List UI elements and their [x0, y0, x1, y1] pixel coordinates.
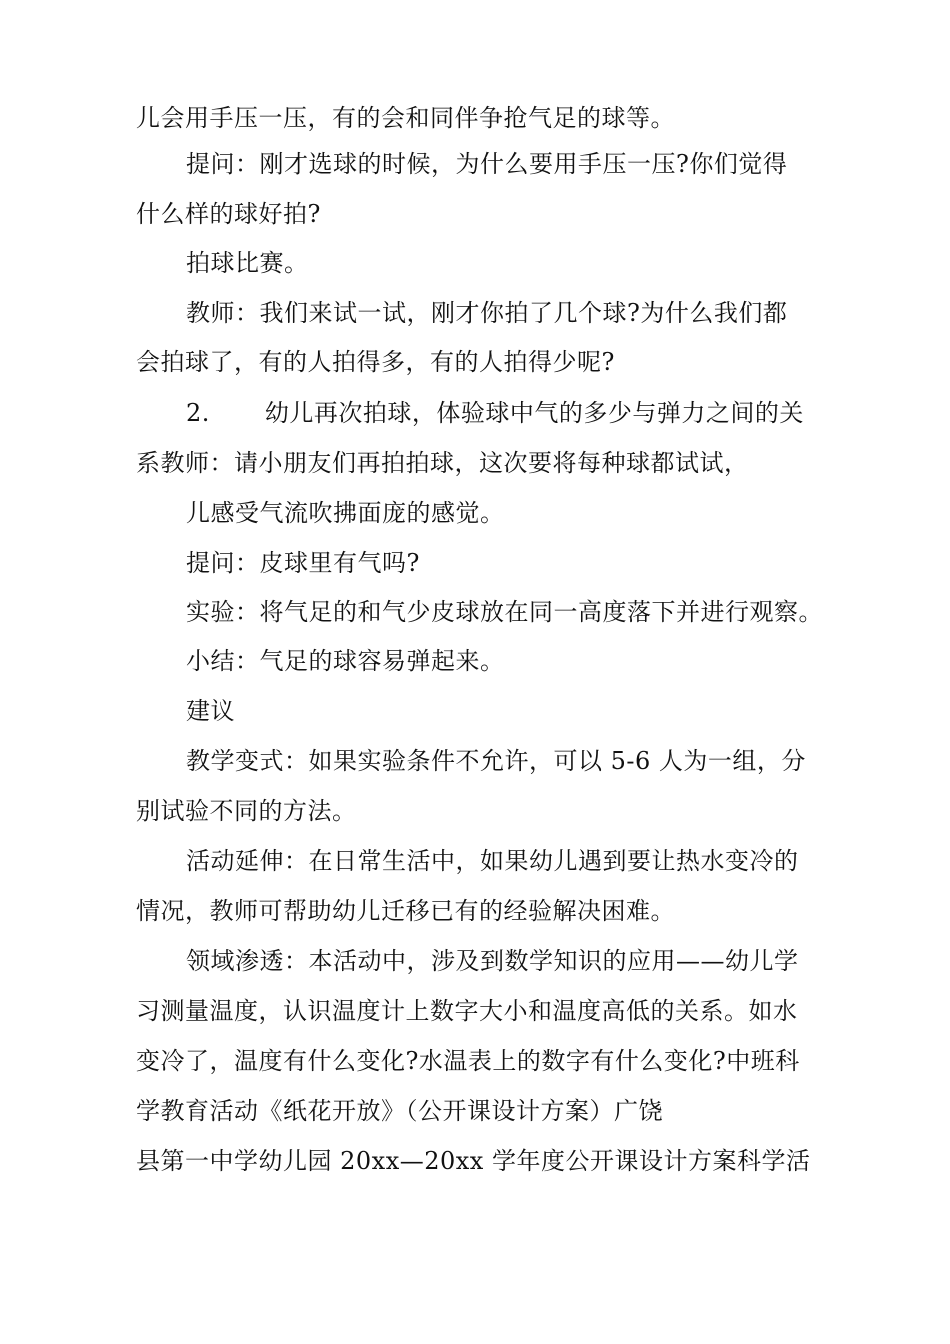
text-line-18: 领域渗透：本活动中，涉及到数学知识的应用——幼儿学: [186, 947, 799, 975]
text-line-14: 教学变式：如果实验条件不允许，可以 5-6 人为一组，分: [186, 747, 806, 775]
text-line-15: 别试验不同的方法。: [136, 797, 357, 825]
text-line-19: 习测量温度，认识温度计上数字大小和温度高低的关系。如水: [136, 997, 798, 1025]
text-line-16: 活动延伸：在日常生活中，如果幼儿遇到要让热水变冷的: [186, 847, 799, 875]
text-line-5: 教师：我们来试一试，刚才你拍了几个球?为什么我们都: [186, 299, 788, 327]
text-line-2: 提问：刚才选球的时候，为什么要用手压一压?你们觉得: [186, 150, 788, 178]
text-line-10: 提问：皮球里有气吗?: [186, 549, 420, 577]
text-line-12: 小结：气足的球容易弹起来。: [186, 647, 505, 675]
text-line-1: 儿会用手压一压，有的会和同伴争抢气足的球等。: [136, 104, 675, 132]
item-text: 幼儿再次拍球，体验球中气的多少与弹力之间的关: [264, 399, 804, 427]
text-line-17: 情况，教师可帮助幼儿迁移已有的经验解决困难。: [136, 897, 675, 925]
text-line-6: 会拍球了，有的人拍得多，有的人拍得少呢?: [136, 348, 615, 376]
text-line-13: 建议: [186, 697, 235, 725]
text-line-20: 变冷了，温度有什么变化?水温表上的数字有什么变化?中班科: [136, 1047, 800, 1075]
text-line-4: 拍球比赛。: [186, 249, 309, 277]
numbered-item-line: [186, 397, 804, 429]
text-line-22: 县第一中学幼儿园 20xx—20xx 学年度公开课设计方案科学活: [136, 1147, 811, 1175]
text-line-3: 什么样的球好拍?: [136, 200, 321, 228]
item-number: 2.: [186, 399, 210, 427]
text-line-9: 儿感受气流吹拂面庞的感觉。: [186, 499, 505, 527]
text-line-21: 学教育活动《纸花开放》（公开课设计方案）广饶: [136, 1097, 663, 1125]
text-line-11: 实验：将气足的和气少皮球放在同一高度落下并进行观察。: [186, 598, 823, 626]
text-line-8: 系教师：请小朋友们再拍拍球，这次要将每种球都试试，: [136, 449, 749, 477]
